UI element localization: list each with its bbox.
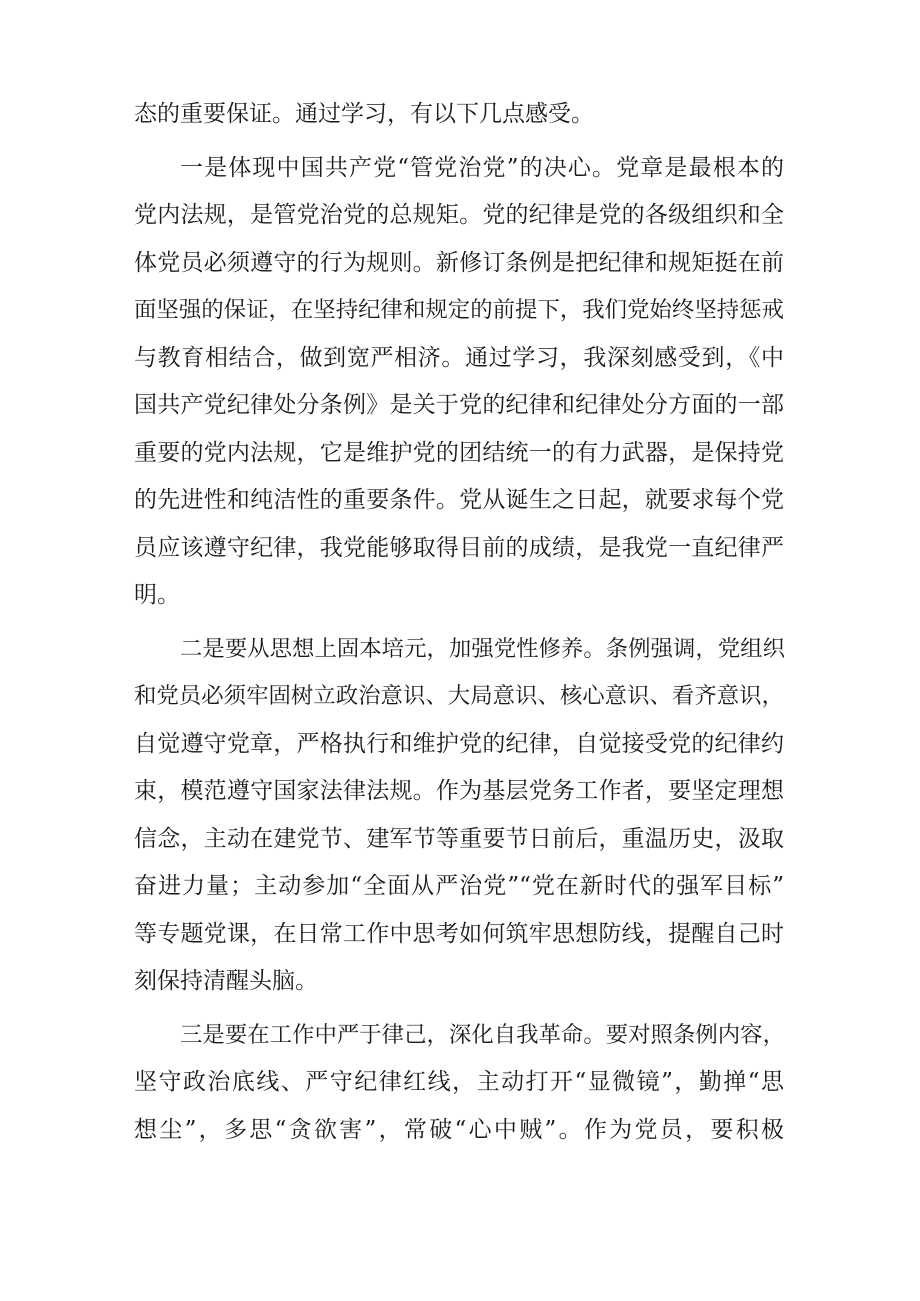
text-line: 一是体现中国共产党“管党治党”的决心。党章是最根本的 <box>180 154 784 181</box>
text-line: 重要的党内法规，它是维护党的团结统一的有力武器，是保持党 <box>134 439 784 466</box>
paragraph <box>134 91 784 139</box>
text-line: 的先进性和纯洁性的重要条件。党从诞生之日起，就要求每个党 <box>134 487 784 513</box>
text-line: 体党员必须遵守的行为规则。新修订条例是把纪律和规矩挺在前 <box>134 249 784 276</box>
text-line: 束，模范遵守国家法律法规。作为基层党务工作者，要坚定理想 <box>134 778 784 804</box>
text-line: 信念，主动在建党节、建军节等重要节日前后，重温历史，汲取 <box>134 825 784 852</box>
text-line: 员应该遵守纪律，我党能够取得目前的成绩，是我党一直纪律严 <box>134 534 784 561</box>
text-line: 与教育相结合，做到宽严相济。通过学习，我深刻感受到，《中 <box>134 344 784 371</box>
text-line: 奋进力量；主动参加“全面从严治党”“党在新时代的强军目标” <box>134 873 784 899</box>
text-line: 想尘”，多思“贪欲害”，常破“心中贼”。作为党员，要积极 <box>134 1116 784 1143</box>
text-line: 二是要从思想上固本培元，加强党性修养。条例强调，党组织 <box>180 635 785 662</box>
text-line: 面坚强的保证，在坚持纪律和规定的前提下，我们党始终坚持惩戒 <box>134 297 784 323</box>
paragraph <box>134 145 784 620</box>
text-line: 态的重要保证。通过学习，有以下几点感受。 <box>134 101 594 127</box>
text-line: 和党员必须牢固树立政治意识、大局意识、核心意识、看齐意识， <box>134 683 784 709</box>
paragraph <box>134 1012 784 1155</box>
text-line: 坚守政治底线、严守纪律红线，主动打开“显微镜”，勤掸“思 <box>134 1069 784 1095</box>
text-line: 明。 <box>134 582 180 608</box>
paragraph <box>134 626 784 1006</box>
text-line: 自觉遵守党章，严格执行和维护党的纪律，自觉接受党的纪律约 <box>134 730 784 757</box>
text-line: 三是要在工作中严于律己，深化自我革命。要对照条例内容， <box>180 1021 785 1048</box>
text-line: 国共产党纪律处分条例》是关于党的纪律和纪律处分方面的一部 <box>134 392 784 418</box>
document-body <box>134 91 784 1154</box>
text-line: 等专题党课，在日常工作中思考如何筑牢思想防线，提醒自己时 <box>134 920 784 947</box>
text-line: 党内法规，是管党治党的总规矩。党的纪律是党的各级组织和全 <box>134 202 784 228</box>
text-line: 刻保持清醒头脑。 <box>134 968 318 994</box>
